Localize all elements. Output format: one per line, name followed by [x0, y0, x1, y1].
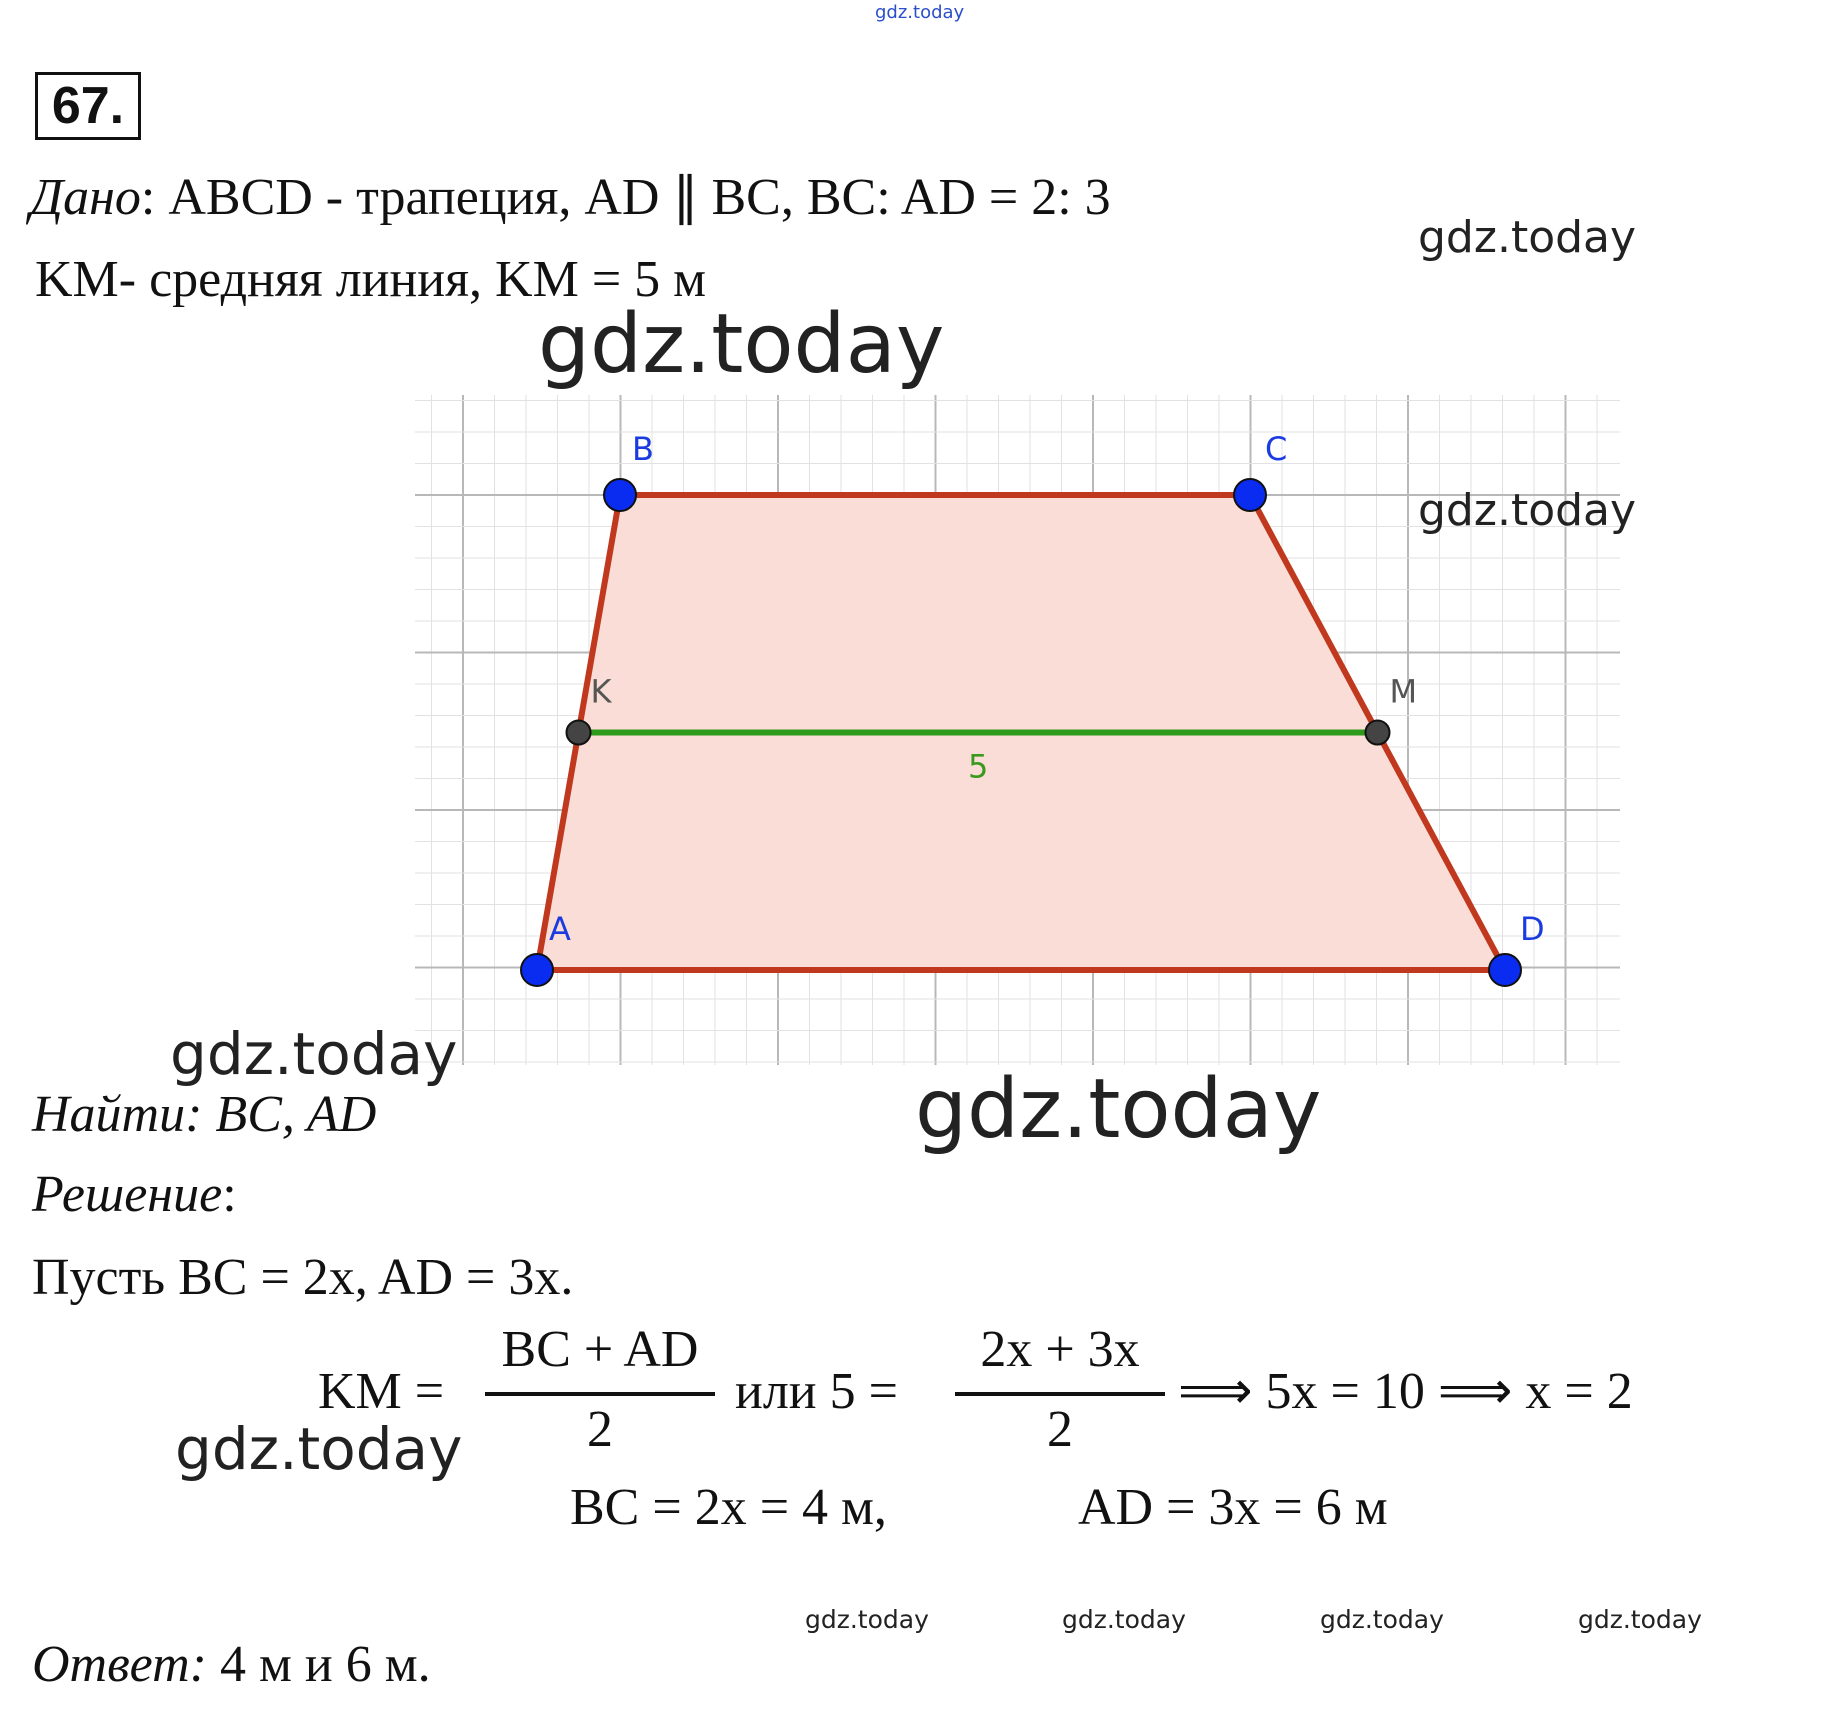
frac2-bar [955, 1392, 1165, 1396]
problem-number: 67. [35, 72, 141, 140]
point-b [604, 479, 636, 511]
watermark: gdz.today [1578, 1605, 1702, 1634]
solution-colon: : [222, 1166, 237, 1223]
frac1-numerator: BC + AD [501, 1321, 699, 1378]
midline-value: 5 [968, 747, 989, 786]
label-a: A [549, 910, 571, 948]
answer-line [32, 1635, 431, 1695]
watermark: gdz.today [1418, 212, 1637, 263]
point-k [567, 721, 591, 745]
implication: ⟹ 5x = 10 ⟹ x = 2 [1178, 1363, 1633, 1420]
find-label: Найти [32, 1086, 186, 1143]
header-watermark: gdz.today [875, 2, 965, 23]
watermark: gdz.today [1418, 485, 1637, 536]
point-a [521, 954, 553, 986]
point-m [1366, 721, 1390, 745]
watermark: gdz.today [175, 1415, 463, 1483]
frac1-bar [485, 1392, 715, 1396]
find-text: : BC, AD [185, 1086, 377, 1143]
label-m: M [1389, 672, 1418, 711]
answer-text: 4 м и 6 м. [219, 1636, 431, 1693]
frac2-numerator: 2x + 3x [980, 1321, 1140, 1378]
or-text: или 5 = [735, 1363, 898, 1420]
given-text: : ABCD - трапеция, AD ∥ BC, BC: AD = 2: 3 [140, 169, 1111, 226]
frac1-denominator: 2 [587, 1401, 613, 1458]
km-lhs: KM = [318, 1363, 445, 1420]
let-line: Пусть BC = 2x, AD = 3x. [32, 1249, 574, 1306]
label-d: D [1520, 910, 1545, 948]
frac2-denominator: 2 [1047, 1401, 1073, 1458]
ad-result: AD = 3x = 6 м [1078, 1479, 1388, 1536]
watermark: gdz.today [1062, 1605, 1186, 1634]
label-k: K [590, 672, 612, 711]
point-c [1234, 479, 1266, 511]
point-d [1489, 954, 1521, 986]
watermark: gdz.today [805, 1605, 929, 1634]
answer-label: Ответ: [32, 1636, 207, 1693]
find-line [32, 1085, 376, 1145]
label-c: C [1265, 430, 1288, 468]
watermark: gdz.today [538, 297, 945, 392]
given-line-2: KM- средняя линия, KM = 5 м [35, 251, 707, 308]
watermark: gdz.today [170, 1020, 458, 1088]
solution-label: Решение [32, 1166, 223, 1223]
bc-result: BC = 2x = 4 м, [570, 1479, 887, 1536]
label-b: B [632, 430, 654, 468]
solution-heading [32, 1165, 237, 1225]
watermark: gdz.today [1320, 1605, 1444, 1634]
watermark: gdz.today [915, 1062, 1322, 1157]
given-line-1 [30, 168, 1111, 228]
given-label: Дано [30, 169, 141, 226]
